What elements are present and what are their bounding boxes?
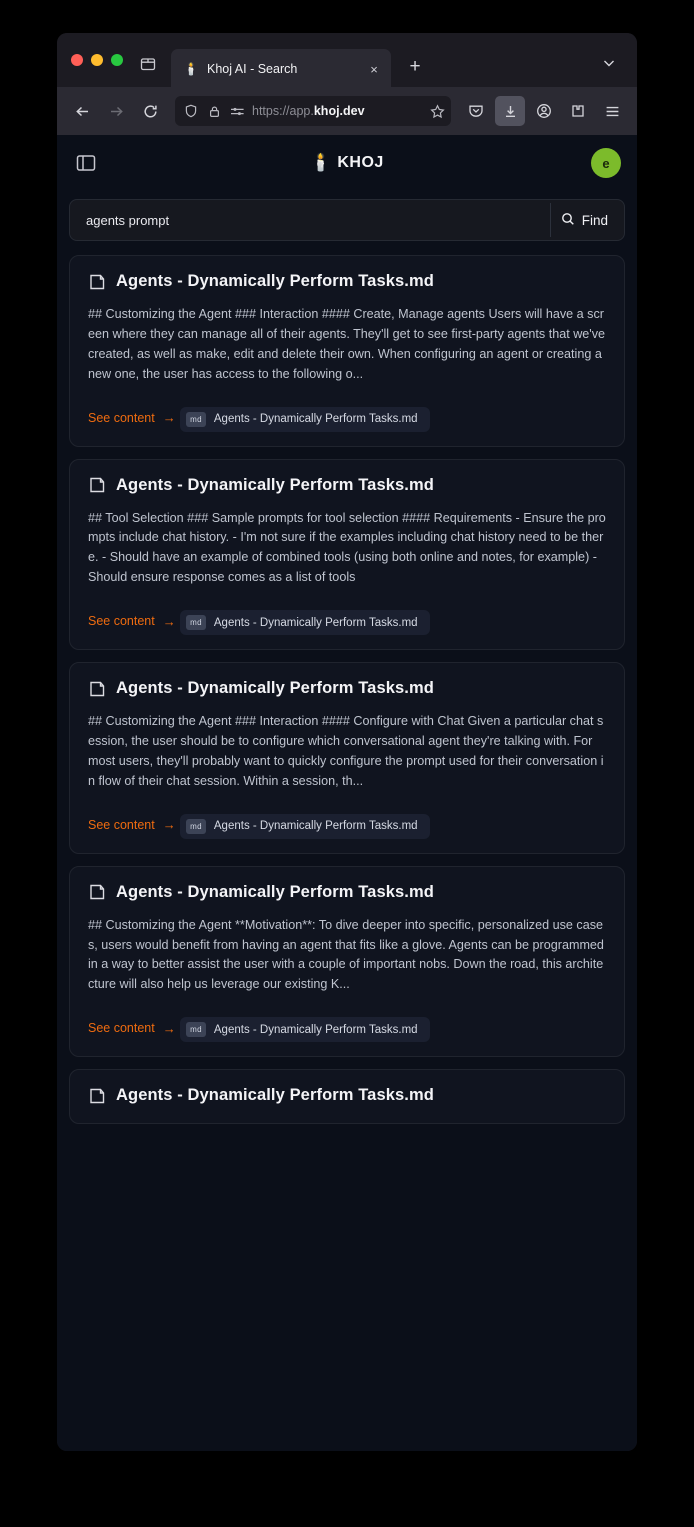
sidebar-toggle-icon[interactable]	[73, 151, 99, 175]
search-icon	[561, 212, 575, 229]
source-file-chip[interactable]	[180, 610, 429, 635]
minimize-window-button[interactable]	[91, 54, 103, 66]
find-button[interactable]	[550, 203, 620, 237]
khoj-page	[57, 135, 637, 1451]
file-type-badge: md	[186, 412, 206, 427]
avatar[interactable]: e	[591, 148, 621, 178]
search-result-card[interactable]	[69, 1069, 625, 1124]
browser-navbar	[57, 87, 637, 135]
result-title: Agents - Dynamically Perform Tasks.md	[116, 1086, 434, 1105]
chevron-down-icon[interactable]	[595, 49, 623, 77]
search-bar[interactable]	[69, 199, 625, 241]
see-content-link[interactable]	[88, 1021, 176, 1036]
search-result-card[interactable]	[69, 255, 625, 447]
url-text[interactable]	[252, 104, 422, 118]
arrow-right-icon: →	[162, 1020, 176, 1036]
see-content-link[interactable]	[88, 614, 176, 629]
see-content-label: See content	[88, 410, 155, 425]
card-header	[88, 1086, 606, 1105]
source-file-chip[interactable]	[180, 407, 429, 432]
new-tab-button[interactable]: +	[409, 56, 421, 77]
search-result-card[interactable]	[69, 866, 625, 1058]
result-title: Agents - Dynamically Perform Tasks.md	[116, 475, 434, 494]
see-content-label: See content	[88, 614, 155, 629]
result-snippet: ## Customizing the Agent ### Interaction #### Configure with Chat Given a particular chat session, the user should be to configure which conversational agent they're talking with. For most users, they'll probably want to quickly configure the prompt used for their conversation in flow of their chat session. Within a session, th...	[88, 714, 604, 788]
back-button[interactable]	[67, 96, 97, 126]
browser-window	[57, 33, 637, 1451]
pocket-icon[interactable]	[461, 96, 491, 126]
reload-button[interactable]	[135, 96, 165, 126]
file-type-badge: md	[186, 1022, 206, 1037]
lock-icon[interactable]	[206, 103, 222, 119]
close-window-button[interactable]	[71, 54, 83, 66]
tab-title: Khoj AI - Search	[207, 62, 298, 76]
arrow-right-icon: →	[162, 817, 176, 833]
file-name-label: Agents - Dynamically Perform Tasks.md	[213, 1023, 418, 1036]
card-header	[88, 883, 606, 902]
file-name-label: Agents - Dynamically Perform Tasks.md	[213, 413, 418, 426]
file-name-label: Agents - Dynamically Perform Tasks.md	[213, 616, 418, 629]
khoj-header	[57, 135, 637, 191]
arrow-right-icon: →	[162, 410, 176, 426]
browser-tab[interactable]	[171, 49, 391, 87]
see-content-label: See content	[88, 1021, 155, 1036]
result-snippet: ## Customizing the Agent **Motivation**: To dive deeper into specific, personalized use cases, users would benefit from having an agent that fits like a glove. Agents can be programmed in a way to better assist the user with a couple of important nobs. Down the road, this architecture will also help us leverage our existing K...	[88, 917, 604, 992]
window-controls	[65, 33, 131, 87]
browser-titlebar	[57, 33, 637, 87]
search-input[interactable]	[84, 212, 550, 229]
hamburger-menu-icon[interactable]	[597, 96, 627, 126]
search-results-list	[57, 255, 637, 1447]
note-icon	[88, 273, 106, 291]
card-header	[88, 679, 606, 698]
card-header	[88, 476, 606, 495]
address-bar[interactable]	[175, 96, 451, 126]
brand-name: KHOJ	[337, 154, 384, 171]
khoj-logo-icon: 🕯️	[310, 153, 332, 172]
source-file-chip[interactable]	[180, 814, 429, 839]
shield-icon[interactable]	[183, 103, 199, 119]
see-content-link[interactable]	[88, 817, 176, 832]
result-snippet: ## Customizing the Agent ### Interaction #### Create, Manage agents Users will have a screen where they can manage all of their agents. They'll get to see first-party agents that we've created, as well as make, edit and delete their own. When configuring an agent or creating a new one, the user has access to the following o...	[88, 307, 606, 381]
maximize-window-button[interactable]	[111, 54, 123, 66]
star-icon[interactable]	[429, 103, 445, 119]
url-domain: khoj.dev	[313, 104, 365, 118]
note-icon	[88, 476, 106, 494]
extensions-icon[interactable]	[563, 96, 593, 126]
result-title: Agents - Dynamically Perform Tasks.md	[116, 272, 434, 290]
brand	[57, 153, 637, 173]
note-icon	[88, 680, 106, 698]
source-file-chip[interactable]	[180, 1017, 429, 1042]
close-icon[interactable]: ×	[370, 61, 378, 77]
note-icon	[88, 1087, 106, 1105]
card-header	[88, 272, 606, 291]
download-icon[interactable]	[495, 96, 525, 126]
note-icon	[88, 883, 106, 901]
result-title: Agents - Dynamically Perform Tasks.md	[116, 882, 434, 901]
url-prefix: https://app.	[252, 104, 314, 118]
see-content-link[interactable]	[88, 410, 176, 425]
forward-button[interactable]	[101, 96, 131, 126]
find-button-label: Find	[581, 212, 608, 228]
arrow-right-icon: →	[162, 613, 176, 629]
result-snippet: ## Tool Selection ### Sample prompts for tool selection #### Requirements - Ensure the prompts include chat history. - I'm not sure if the examples including chat history need to be there. - Should have an example of combined tools (using both online and notes, for example) - Should ensure response comes as a list of tools	[88, 510, 606, 585]
firefox-view-icon[interactable]	[131, 47, 165, 81]
file-type-badge: md	[186, 615, 206, 630]
file-type-badge: md	[186, 819, 206, 834]
khoj-favicon: 🕯️	[183, 62, 199, 76]
search-result-card[interactable]	[69, 662, 625, 854]
see-content-label: See content	[88, 817, 155, 832]
account-icon[interactable]	[529, 96, 559, 126]
search-result-card[interactable]	[69, 459, 625, 651]
result-title: Agents - Dynamically Perform Tasks.md	[116, 679, 434, 698]
permissions-icon[interactable]	[229, 103, 245, 119]
file-name-label: Agents - Dynamically Perform Tasks.md	[213, 820, 418, 833]
